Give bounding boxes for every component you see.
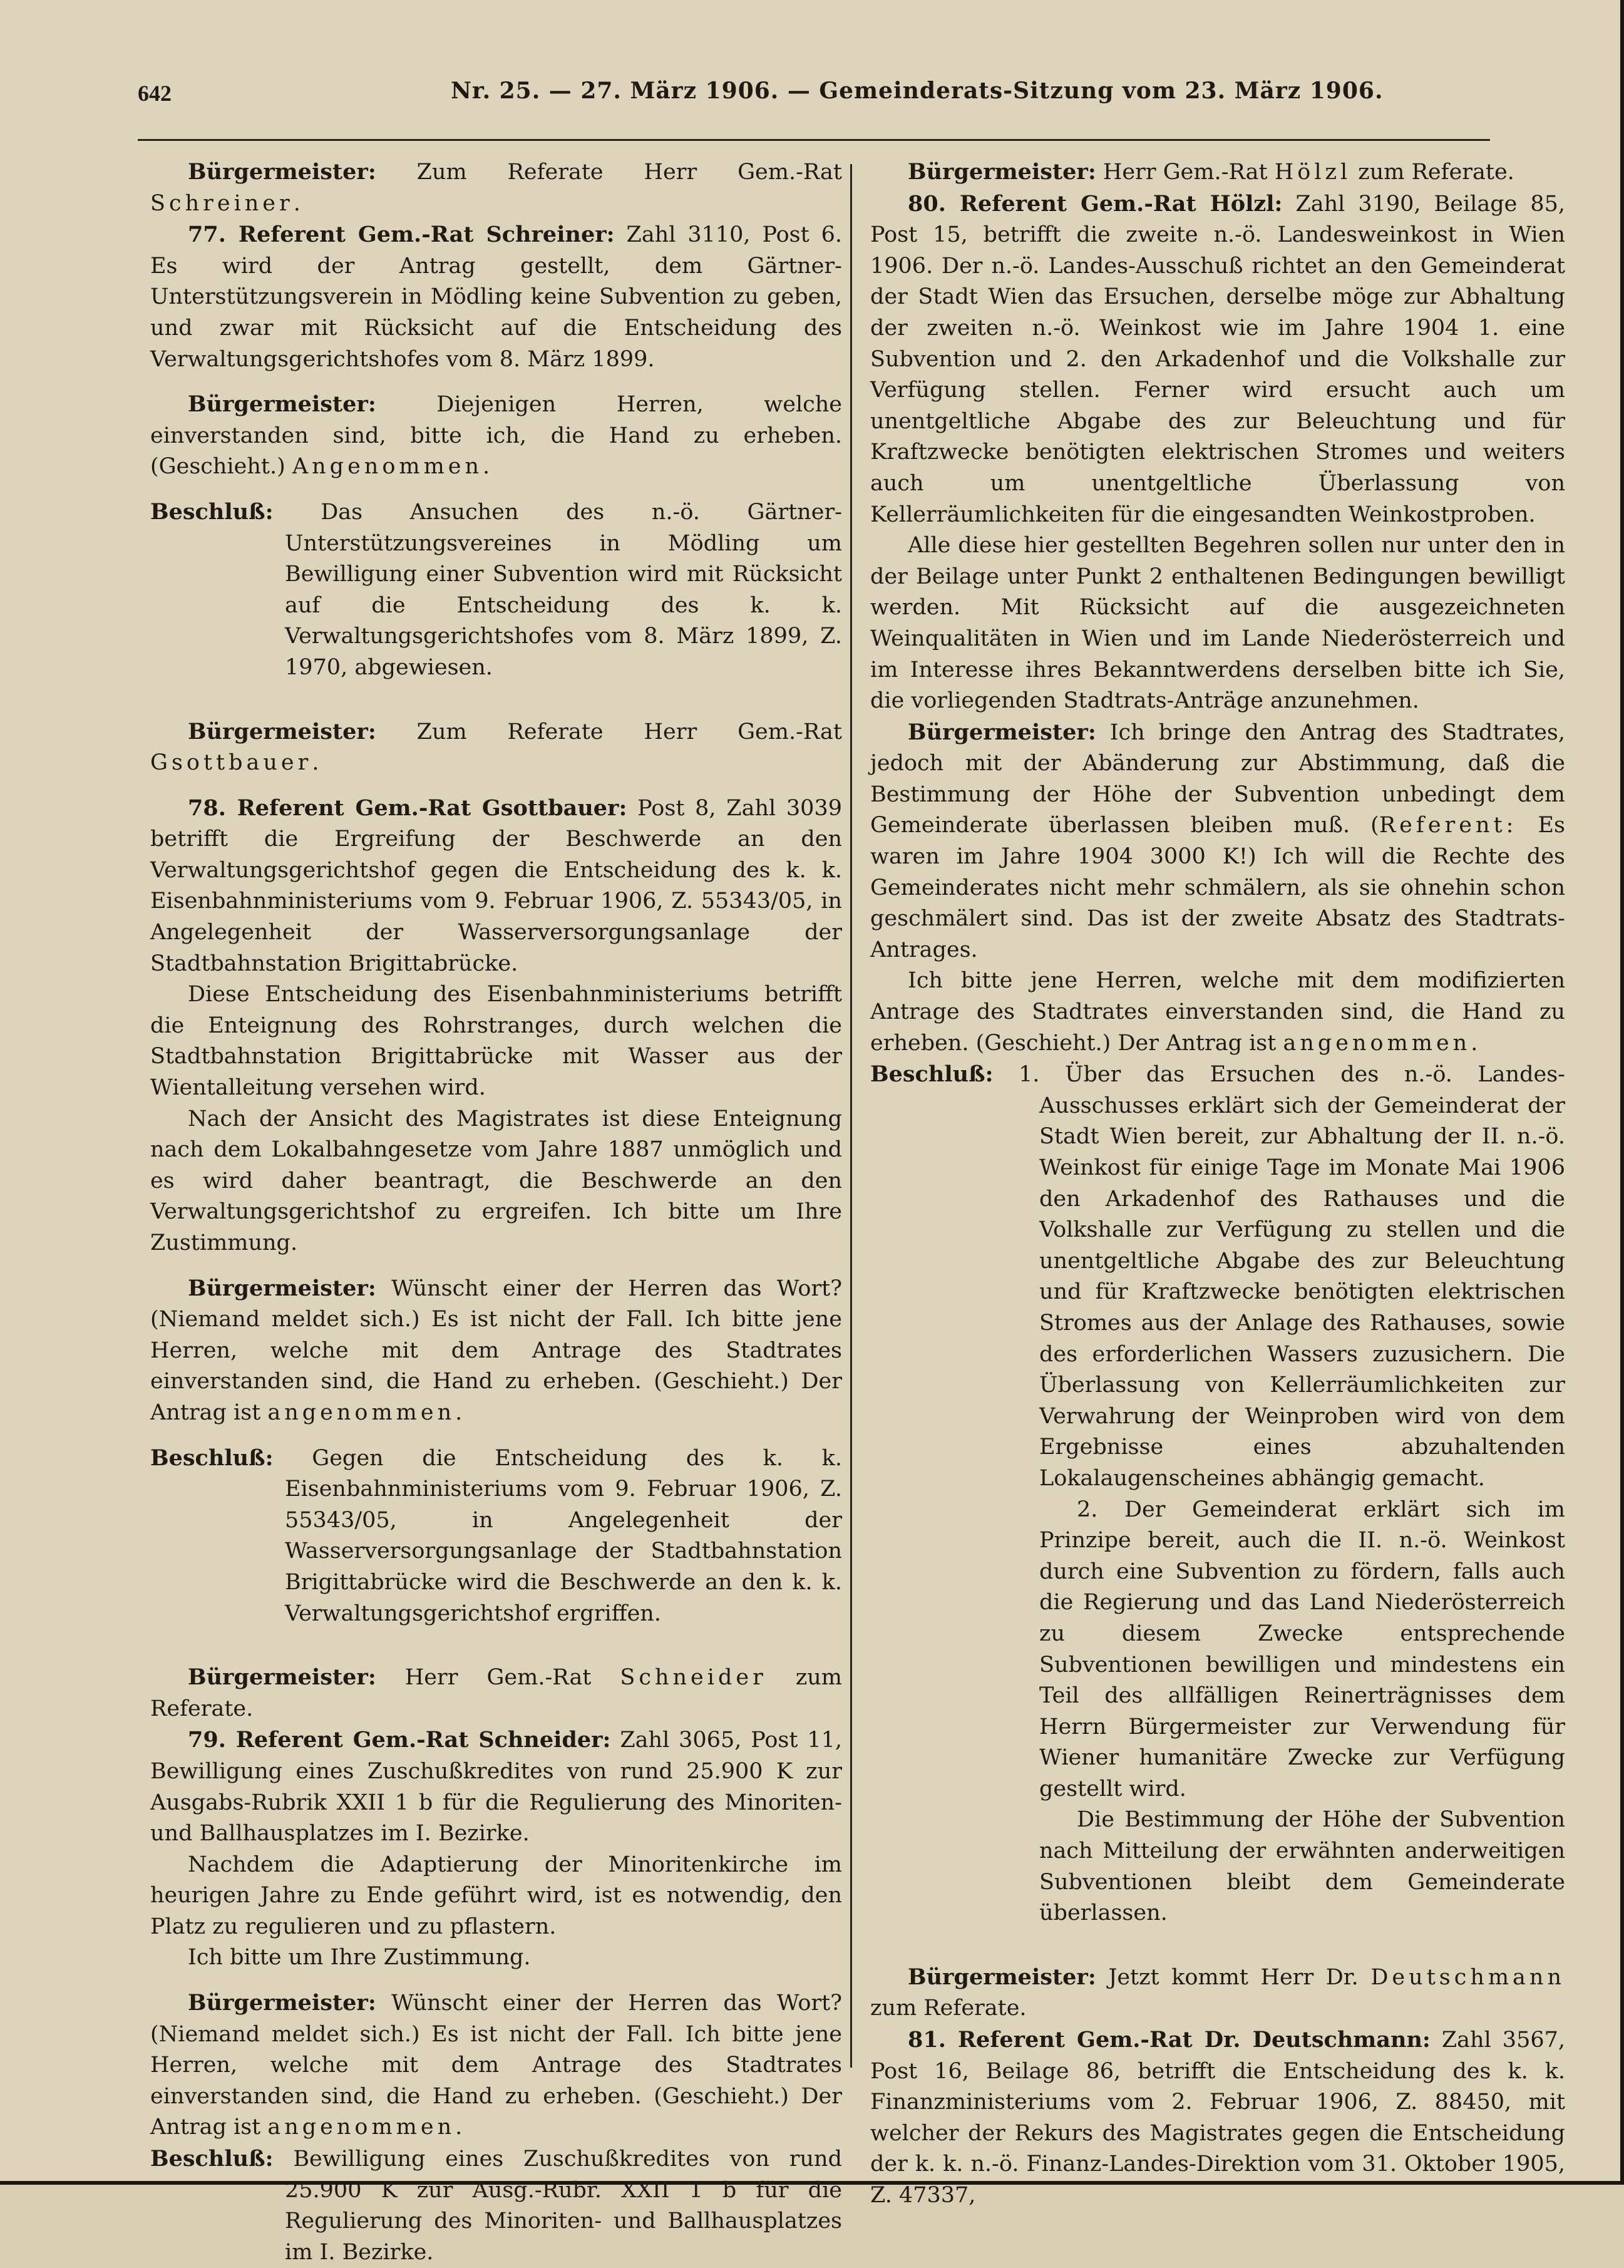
paragraph: Nach der Ansicht des Magistrates ist diese Enteignung nach dem Lokalbahngesetze vom Jahre 1887 unmöglich und es wird daher beantragt, die Beschwerde an den Verwaltungsgerichtshof zu ergreifen. Ich bitte um Ihre Zustimmung. <box>150 1106 842 1255</box>
paragraph: 79. Referent Gem.-Rat Schneider: Zahl 3065, Post 11, Bewilligung eines Zuschußkredites von rund 25.900 K zur Ausgabs-Rubrik XXII 1 b für die Regulierung des Minoriten- und Ballhausplatzes im I. Bezirke. <box>150 1727 842 1847</box>
paragraph: Bürgermeister: Wünscht einer der Herren das Wort? (Niemand meldet sich.) Es ist nicht der Fall. Ich bitte jene Herren, welche mit dem Antrage des Stadtrates einverstanden sind, die Hand zu erheben. (Geschieht.) Der Antrag ist angenommen. <box>150 1275 842 1425</box>
page-number: 642 <box>138 81 172 106</box>
column-divider <box>850 164 852 2068</box>
paragraph: Diese Entscheidung des Eisenbahnministeriums betrifft die Enteignung des Rohrstranges, durch welchen die Stadtbahnstation Brigittabrücke mit Wasser aus der Wientalleitung versehen wird. <box>150 982 842 1101</box>
paragraph: Bürgermeister: Zum Referate Herr Gem.-Rat Schreiner. <box>150 159 842 216</box>
paragraph: Nachdem die Adaptierung der Minoritenkirche im heurigen Jahre zu Ende geführt wird, ist es notwendig, den Platz zu regulieren und zu pflastern. <box>150 1852 842 1939</box>
paragraph: Ich bitte um Ihre Zustimmung. <box>188 1945 531 1971</box>
left-column <box>150 157 842 2265</box>
paragraph: 80. Referent Gem.-Rat Hölzl: Zahl 3190, Beilage 85, Post 15, betrifft die zweite n.-ö. Landesweinkost in Wien 1906. Der n.-ö. Landes-Ausschuß richtet an den Gemeinderat der Stadt Wien das Ersuchen, derselbe möge zur Abhaltung der zweiten n.-ö. Weinkost wie im Jahre 1904 1. eine Subvention und 2. den Arkadenhof und die Volkshalle zur Verfügung stellen. Ferner wird ersucht auch um unentgeltliche Abgabe des zur Beleuchtung und für Kraftzwecke benötigten elektrischen Stromes und weiters auch um unentgeltliche Überlassung von Kellerräumlichkeiten für die eingesandten Weinkostproben. <box>870 190 1565 527</box>
resolution: Beschluß: Das Ansuchen des n.-ö. Gärtner-Unterstützungsvereines in Mödling um Bewilligung einer Subvention wird mit Rücksicht auf die Entscheidung des k. k. Verwaltungsgerichtshofes vom 8. März 1899, Z. 1970, abgewiesen. <box>150 498 842 680</box>
paragraph: Bürgermeister: Wünscht einer der Herren das Wort? (Niemand meldet sich.) Es ist nicht der Fall. Ich bitte jene Herren, welche mit dem Antrage des Stadtrates einverstanden sind, die Hand zu erheben. (Geschieht.) Der Antrag ist angenommen. <box>150 1990 842 2140</box>
paragraph: Bürgermeister: Zum Referate Herr Gem.-Rat Gsottbauer. <box>150 718 842 776</box>
paragraph: Ich bitte jene Herren, welche mit dem modifizierten Antrage des Stadtrates einverstanden sind, die Hand zu erheben. (Geschieht.) Der Antrag ist angenommen. <box>870 968 1565 1056</box>
paragraph: Bürgermeister: Diejenigen Herren, welche einverstanden sind, bitte ich, die Hand zu erheben. (Geschieht.) Angenommen. <box>150 391 842 480</box>
resolution: Beschluß: 1. Über das Ersuchen des n.-ö. Landes-Ausschusses erklärt sich der Gemeinderat der Stadt Wien bereit, zur Abhaltung der II. n.-ö. Weinkost für einige Tage im Monate Mai 1906 den Arkadenhof des Rathauses und die Volkshalle zur Verfügung zu stellen und die unentgeltliche Abgabe des zur Beleuchtung und für Kraftzwecke benötigten elektrischen Stromes aus der Anlage des Rathauses, sowie des erforderlichen Wassers zuzusichern. Die Überlassung von Kellerräumlichkeiten zur Verwahrung der Weinproben wird von dem Ergebnisse eines abzuhaltenden Lokalaugenscheines abhängig gemacht. <box>870 1061 1565 1491</box>
resolution: Beschluß: Gegen die Entscheidung des k. k. Eisenbahnministeriums vom 9. Februar 1906, Z. 55343/05, in Angelegenheit der Wasserversorgungsanlage der Stadtbahnstation Brigittabrücke wird die Beschwerde an den k. k. Verwaltungsgerichtshof ergriffen. <box>150 1445 842 1626</box>
paragraph: Alle diese hier gestellten Begehren sollen nur unter den in der Beilage unter Punkt 2 enthaltenen Bedingungen bewilligt werden. Mit Rücksicht auf die ausgezeichneten Weinqualitäten in Wien und im Lande Niederösterreich und im Interesse ihres Bekanntwerdens derselben bitte ich Sie, die vorliegenden Stadtrats-Anträge anzunehmen. <box>870 533 1565 714</box>
paragraph: 77. Referent Gem.-Rat Schreiner: Zahl 3110, Post 6. Es wird der Antrag gestellt, dem Gärtner-Unterstützungsverein in Mödling keine Subvention zu geben, und zwar mit Rücksicht auf die Entscheidung des Verwaltungsgerichtshofes vom 8. März 1899. <box>150 222 842 372</box>
resolution-item: Die Bestimmung der Höhe der Subvention nach Mitteilung der erwähnten anderweitigen Subventionen bleibt dem Gemeinderate überlassen. <box>1039 1807 1565 1926</box>
resolution: Beschluß: Bewilligung eines Zuschußkredites von rund 25.900 K zur Ausg.-Rubr. XXII 1 b für die Regulierung des Minoriten- und Ballhausplatzes im I. Bezirke. <box>150 2146 842 2265</box>
resolution-item: 2. Der Gemeinderat erklärt sich im Prinzipe bereit, auch die II. n.-ö. Weinkost durch eine Subvention zu fördern, falls auch die Regierung und das Land Niederösterreich zu diesem Zwecke entsprechende Subventionen bewilligen und mindestens ein Teil des allfälligen Reinerträgnisses dem Herrn Bürgermeister zur Verwendung für Wiener humanitäre Zwecke zur Verfügung gestellt wird. <box>1039 1497 1565 1802</box>
paragraph: 81. Referent Gem.-Rat Dr. Deutschmann: Zahl 3567, Post 16, Beilage 86, betrifft die Entscheidung des k. k. Finanzministeriums vom 2. Februar 1906, Z. 88450, mit welcher der Rekurs des Magistrates gegen die Entscheidung der k. k. n.-ö. Finanz-Landes-Direktion vom 31. Oktober 1905, Z. 47337, <box>870 2027 1565 2208</box>
paragraph: 78. Referent Gem.-Rat Gsottbauer: Post 8, Zahl 3039 betrifft die Ergreifung der Beschwerde an den Verwaltungsgerichtshof gegen die Entscheidung des k. k. Eisenbahnministeriums vom 9. Februar 1906, Z. 55343/05, in Angelegenheit der Wasserversorgungsanlage der Stadtbahnstation Brigittabrücke. <box>150 795 842 976</box>
page-header <box>138 74 1384 130</box>
right-column <box>870 157 1565 2208</box>
running-title: Nr. 25. — 27. März 1906. — Gemeinderats-Sitzung vom 23. März 1906. <box>451 78 1384 104</box>
paragraph: Bürgermeister: Herr Gem.-Rat Hölzl zum Referate. <box>908 159 1514 185</box>
paragraph: Bürgermeister: Ich bringe den Antrag des Stadtrates, jedoch mit der Abänderung zur Abstimmung, daß die Bestimmung der Höhe der Subvention unbedingt dem Gemeinderate überlassen bleiben muß. (Referent: Es waren im Jahre 1904 3000 K!) Ich will die Rechte des Gemeinderates nicht mehr schmälern, als sie ohnehin schon geschmälert sind. Das ist der zweite Absatz des Stadtrats-Antrages. <box>870 719 1565 962</box>
paragraph: Bürgermeister: Herr Gem.-Rat Schneider zum Referate. <box>150 1664 842 1721</box>
paragraph: Bürgermeister: Jetzt kommt Herr Dr. Deutschmann zum Referate. <box>870 1964 1565 2021</box>
header-rule <box>138 139 1490 141</box>
